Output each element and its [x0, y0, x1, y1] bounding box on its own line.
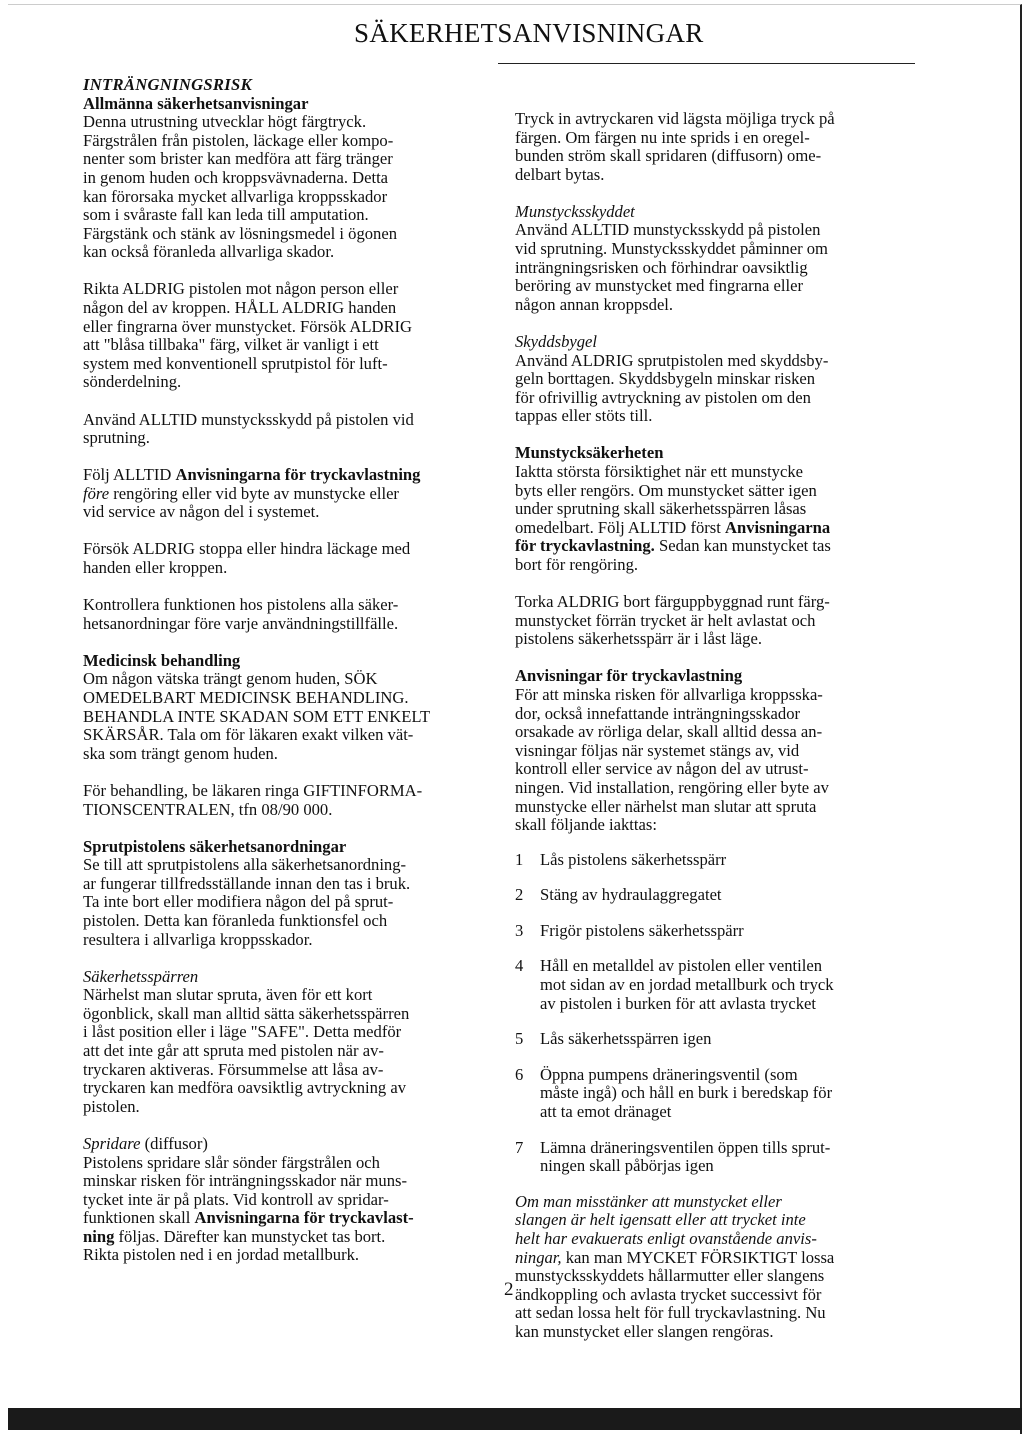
text-line: TIONSCENTRALEN, tfn 08/90 000. — [83, 799, 333, 819]
text-line: tryckaren kan medföra oavsiktlig avtryckning av — [83, 1078, 407, 1098]
text-line: munstycksskyddets hållarmutter eller slangens — [515, 1266, 825, 1286]
text-line: tryckaren aktiveras. Försummelse att låsa av- — [83, 1059, 384, 1079]
relief-step — [515, 886, 935, 905]
subsection-title: Allmänna säkerhetsanvisningar — [83, 93, 309, 113]
step-text — [540, 1030, 935, 1049]
relief-link-text: Anvisningarna för tryckavlastning — [175, 465, 421, 485]
text-line: OMEDELBART MEDICINSK BEHANDLING. — [83, 688, 409, 708]
text-span: Spridare — [83, 1133, 141, 1153]
paragraph-clogged — [515, 1193, 935, 1249]
text-span: Sedan kan munstycket tas — [654, 536, 831, 556]
text-line: sprutning. — [83, 428, 150, 448]
text-span: följas. Därefter kan munstycket tas bort. — [114, 1226, 386, 1246]
text-line: Använd ALLTID munstycksskydd på pistolen — [515, 220, 821, 240]
step-number: 2 — [515, 885, 524, 905]
step-number: 4 — [515, 956, 524, 976]
page-header: SÄKERHETSANVISNINGAR — [354, 18, 704, 48]
paragraph-test-diffuser — [515, 110, 935, 184]
text-line: pistolen. — [83, 1096, 140, 1116]
paragraph-tip-guard — [515, 221, 935, 314]
step-text — [540, 1139, 935, 1176]
text-line: För att minska risken för allvarliga kroppsska- — [515, 684, 823, 704]
text-line: i låst position eller i läge "SAFE". Detta medför — [83, 1022, 402, 1042]
text-line: geln borttagen. Skyddsbygeln minskar risken — [515, 369, 816, 389]
diffuser-line6: Rikta pistolen ned i en jordad metallburk. — [83, 1245, 360, 1265]
step-number: 7 — [515, 1137, 524, 1157]
text-line: För behandling, be läkaren ringa GIFTINFORMA- — [83, 780, 423, 800]
text-line: för ofrivillig avtryckning av pistolen om den — [515, 387, 811, 407]
step-line: Stäng av hydraulaggregatet — [540, 885, 722, 905]
text-line: ar fungerar tillfredsställande innan den tas i bruk. — [83, 873, 411, 893]
text-span: omedelbart. Följ ALLTID först — [515, 517, 726, 537]
step-line: ningen skall påbörjas igen — [540, 1156, 714, 1176]
diffuser-line4 — [83, 1209, 503, 1228]
text-line: delbart bytas. — [515, 164, 605, 184]
text-line: Kontrollera funktionen hos pistolens alla säker- — [83, 595, 399, 615]
scan-bottom-bar — [8, 1408, 1022, 1430]
text-line: kan förorsaka mycket allvarliga kroppsskador — [83, 186, 388, 206]
safety-devices-title: Sprutpistolens säkerhetsanordningar — [83, 836, 347, 856]
paragraph-medical — [83, 670, 503, 763]
text-line: sönderdelning. — [83, 372, 182, 392]
step-text — [540, 851, 935, 870]
paragraph-poison-center — [83, 782, 503, 819]
tip-guard-title: Munstycksskyddet — [515, 201, 635, 221]
text-span: funktionen skall — [83, 1208, 195, 1228]
paragraph-pressure-relief — [515, 686, 935, 835]
diffuser-line5 — [83, 1228, 503, 1247]
text-line: tycket inte är på plats. Vid kontroll av spridar- — [83, 1189, 389, 1209]
relief-link-text: Anvisningarna — [725, 517, 831, 537]
text-line: ningen. Vid installation, rengöring eller byte av — [515, 777, 829, 797]
step-number: 3 — [515, 920, 524, 940]
text-line: någon annan kroppsdel. — [515, 294, 674, 314]
relief-link-text: Anvisningarna för tryckavlast- — [194, 1208, 414, 1228]
text-line: Använd ALDRIG sprutpistolen med skyddsby- — [515, 350, 829, 370]
text-line: dor, också innefattande inträngningsskador — [515, 703, 801, 723]
step-line: att ta emot dränaget — [540, 1102, 672, 1122]
text-line: inträngningsrisken och förhindrar oavsiktlig — [515, 257, 808, 277]
trigger-guard-title: Skyddsbygel — [515, 331, 598, 351]
text-span: (diffusor) — [140, 1133, 208, 1153]
text-line: bunden ström skall spridaren (diffusorn) ome- — [515, 146, 822, 166]
paragraph-tip-safety — [515, 463, 935, 519]
paragraph-clogged-rest — [515, 1267, 935, 1341]
text-line: skall följande iakttas: — [515, 815, 657, 835]
text-span: för tryckavlastning. — [515, 536, 655, 556]
text-line: Se till att sprutpistolens alla säkerhetsanordning- — [83, 855, 407, 875]
text-line: vid sprutning. Munstycksskyddet påminner om — [515, 239, 828, 259]
tip-safety-line5 — [515, 537, 935, 556]
diffuser-title — [83, 1135, 503, 1154]
step-line: Håll en metalldel av pistolen eller ventilen — [540, 956, 822, 976]
step-number: 5 — [515, 1029, 524, 1049]
text-line: orsakade av rörliga delar, skall alltid dessa an- — [515, 722, 823, 742]
step-line: Lås säkerhetsspärren igen — [540, 1029, 712, 1049]
step-line: Frigör pistolens säkerhetsspärr — [540, 920, 744, 940]
left-column — [83, 76, 503, 1265]
relief-step — [515, 957, 935, 1013]
text-line: ändkoppling och avlasta trycket successivt för — [515, 1284, 822, 1304]
relief-step — [515, 1030, 935, 1049]
text-line: att sedan lossa helt för full tryckavlastning. Nu — [515, 1303, 826, 1323]
relief-step — [515, 851, 935, 870]
tip-safety-line6: bort för rengöring. — [515, 554, 639, 574]
text-line: ska som trängt genom huden. — [83, 743, 278, 763]
relief-steps — [515, 851, 935, 1176]
paragraph-diffuser — [83, 1154, 503, 1210]
text-line: färgen. Om färgen nu inte sprids i en oregel- — [515, 127, 810, 147]
relief-step — [515, 1066, 935, 1122]
paragraph-follow-line3: vid service av någon del i systemet. — [83, 502, 320, 522]
text-span: ning — [83, 1226, 115, 1246]
text-line: munstycket förrän trycket är helt avlastat och — [515, 610, 816, 630]
paragraph-check — [83, 596, 503, 633]
text-line: in genom huden och kroppsvävnaderna. Detta — [83, 167, 389, 187]
step-line: mot sidan av en jordad metallburk och tryck — [540, 975, 834, 995]
header-rule — [498, 63, 915, 64]
paragraph-safety-devices — [83, 856, 503, 949]
text-line: Färgstrålen från pistolen, läckage eller kompo- — [83, 130, 394, 150]
text-line: pistolens säkerhetsspärr är i låst läge. — [515, 629, 762, 649]
step-text — [540, 922, 935, 941]
text-line: Pistolens spridare slår sönder färgstrålen och — [83, 1152, 380, 1172]
text-span: före — [83, 483, 110, 503]
text-line: system med konventionell sprutpistol för luft- — [83, 353, 388, 373]
relief-step — [515, 1139, 935, 1176]
page-number: 2 — [504, 1279, 514, 1300]
text-line: Iaktta största försiktighet när ett munstycke — [515, 462, 804, 481]
text-line: ögonblick, skall man alltid sätta säkerhetsspärren — [83, 1003, 410, 1023]
step-number: 1 — [515, 849, 524, 869]
text-line: Om någon vätska trängt genom huden, SÖK — [83, 669, 378, 689]
text-line: att det inte går att spruta med pistolen när av- — [83, 1041, 384, 1061]
text-line: Torka ALDRIG bort färguppbyggnad runt färg- — [515, 592, 830, 612]
paragraph-guard — [83, 411, 503, 448]
step-text — [540, 1066, 935, 1122]
text-line: SKÄRSÅR. Tala om för läkaren exakt vilken vät- — [83, 725, 414, 745]
text-span: kan man MYCKET FÖRSIKTIGT lossa — [561, 1247, 835, 1267]
right-column — [515, 110, 935, 1342]
text-line: eller fingrarna över munstycket. Försök ALDRIG — [83, 316, 413, 336]
text-line: BEHANDLA INTE SKADAN SOM ETT ENKELT — [83, 706, 431, 726]
text-span: ningar, — [515, 1247, 562, 1267]
paragraph-general — [83, 113, 503, 262]
text-line: byts eller rengörs. Om munstycket sätter igen — [515, 480, 817, 500]
text-span: Följ ALLTID — [83, 465, 176, 485]
text-line: beröring av munstycket med fingrarna eller — [515, 276, 803, 296]
safety-lock-title: Säkerhetsspärren — [83, 966, 199, 986]
paragraph-safety-lock — [83, 986, 503, 1116]
tip-safety-line4 — [515, 519, 935, 538]
paragraph-follow — [83, 466, 503, 485]
text-line: visningar följas när systemet stängs av, vid — [515, 740, 800, 760]
paragraph-trigger-guard — [515, 352, 935, 426]
text-line: kan också föranleda allvarliga skador. — [83, 242, 335, 262]
clogged-line4 — [515, 1249, 935, 1268]
paragraph-follow-line2 — [83, 485, 503, 504]
text-line: pistolen. Detta kan föranleda funktionsfel och — [83, 910, 388, 930]
step-line: Lås pistolens säkerhetsspärr — [540, 849, 727, 869]
text-line: slangen är helt igensatt eller att trycket inte — [515, 1210, 806, 1230]
paragraph-stop — [83, 540, 503, 577]
text-line: Använd ALLTID munstycksskydd på pistolen vid — [83, 409, 414, 429]
text-line: hetsanordningar före varje användningstillfälle. — [83, 613, 399, 633]
paragraph-wipe — [515, 593, 935, 649]
text-line: resultera i allvarliga kroppsskador. — [83, 929, 313, 949]
text-line: Färgstänk och stänk av lösningsmedel i ögonen — [83, 223, 398, 243]
text-line: att "blåsa tillbaka" färg, vilket är vanligt i ett — [83, 335, 379, 355]
step-text — [540, 957, 935, 1013]
text-line: munstycke eller närhelst man slutar att spruta — [515, 796, 817, 816]
step-line: Öppna pumpens dräneringsventil (som — [540, 1064, 798, 1084]
text-line: Försök ALDRIG stoppa eller hindra läckage med — [83, 539, 411, 559]
step-text — [540, 886, 935, 905]
step-number: 6 — [515, 1064, 524, 1084]
text-line: Ta inte bort eller modifiera någon del på sprut- — [83, 892, 394, 912]
text-line: kan munstycket eller slangen rengöras. — [515, 1321, 774, 1341]
tip-safety-title: Munstycksäkerheten — [515, 443, 664, 463]
text-line: minskar risken för inträngningsskador när muns- — [83, 1171, 407, 1191]
text-line: någon del av kroppen. HÅLL ALDRIG handen — [83, 298, 397, 318]
step-line: av pistolen i burken för att avlasta trycket — [540, 993, 817, 1013]
text-line: Närhelst man slutar spruta, även för ett kort — [83, 985, 373, 1005]
text-line: Denna utrustning utvecklar högt färgtryck. — [83, 112, 367, 132]
pressure-relief-title: Anvisningar för tryckavlastning — [515, 666, 743, 686]
text-line: helt har evakuerats enligt ovanstående anvis- — [515, 1229, 817, 1248]
text-line: under sprutning skall säkerhetsspärren låsas — [515, 499, 807, 519]
paragraph-aim — [83, 280, 503, 392]
text-line: nenter som brister kan medföra att färg tränger — [83, 149, 393, 169]
medical-title: Medicinsk behandling — [83, 650, 241, 670]
text-line: Tryck in avtryckaren vid lägsta möjliga tryck på — [515, 109, 835, 128]
text-line: Om man misstänker att munstycket eller — [515, 1191, 782, 1211]
step-line: Lämna dräneringsventilen öppen tills sprut- — [540, 1137, 831, 1157]
step-line: måste ingå) och håll en burk i beredskap för — [540, 1083, 833, 1103]
text-line: tappas eller stöts till. — [515, 406, 653, 426]
text-line: Rikta ALDRIG pistolen mot någon person eller — [83, 279, 399, 299]
text-line: som i svåraste fall kan leda till amputation. — [83, 205, 369, 225]
relief-step — [515, 922, 935, 941]
text-line: kontroll eller service av någon del av utrust- — [515, 759, 809, 779]
text-span: rengöring eller vid byte av munstycke eller — [109, 483, 399, 503]
text-line: handen eller kroppen. — [83, 558, 228, 578]
section-title: INTRÄNGNINGSRISK — [83, 75, 252, 94]
